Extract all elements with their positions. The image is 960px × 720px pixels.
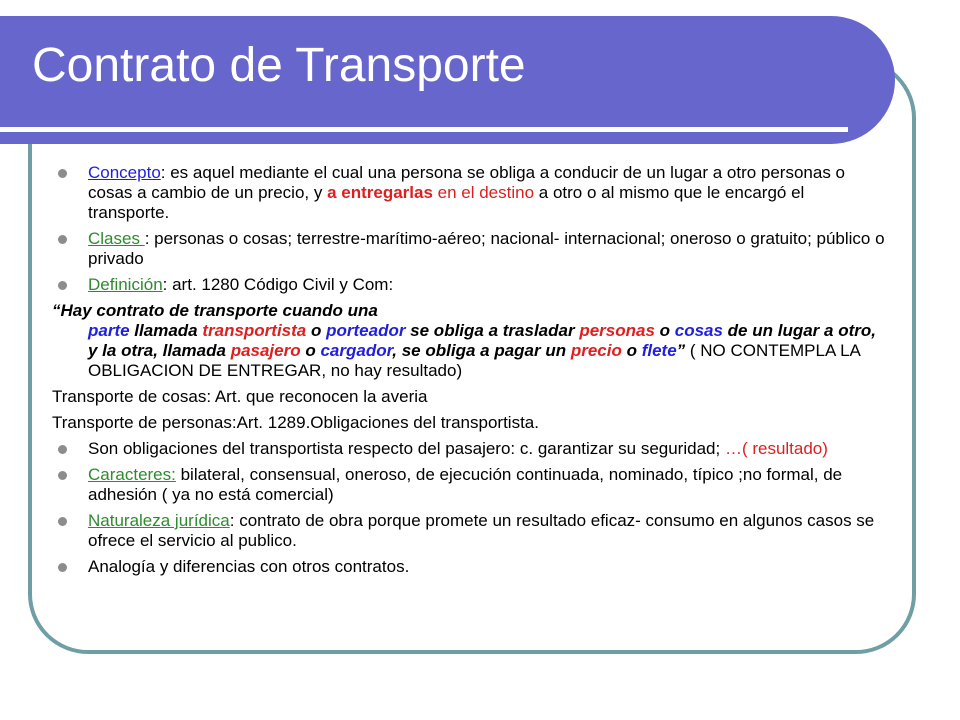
bullet-dot-icon xyxy=(58,517,67,526)
bullet-obligaciones xyxy=(52,439,888,459)
quote-porteador: porteador xyxy=(326,321,406,340)
bullet-dot-icon xyxy=(58,563,67,572)
term-clases: Clases xyxy=(88,229,145,248)
bullet-naturaleza xyxy=(52,511,888,551)
quote-text: , se obliga a pagar un xyxy=(392,341,571,360)
text: : personas o cosas; terrestre-marítimo-aéreo; nacional- internacional; oneroso o gratuito; público o privado xyxy=(88,229,885,268)
text: a otro o al mismo que le encargó el transporte. xyxy=(88,183,805,222)
quote-text: llamada xyxy=(129,321,203,340)
bullet-dot-icon xyxy=(58,235,67,244)
bullet-caracteres xyxy=(52,465,888,505)
term-definicion: Definición xyxy=(88,275,163,294)
text: Analogía y diferencias con otros contratos. xyxy=(88,557,410,576)
line-transporte-personas: Transporte de personas:Art. 1289.Obligaciones del transportista. xyxy=(52,413,539,432)
term-concepto: Concepto xyxy=(88,163,161,182)
quote-personas: personas xyxy=(579,321,655,340)
quote-continuation xyxy=(52,321,888,381)
text: Son obligaciones del transportista respecto del pasajero: c. garantizar su seguridad; xyxy=(88,439,725,458)
highlight-entregarlas: a entregarlas xyxy=(327,183,433,202)
quote-cosas: cosas xyxy=(674,321,723,340)
quote-text: ” xyxy=(676,341,686,360)
quote-note: ( NO CONTEMPLA LA OBLIGACION DE ENTREGAR, no hay resultado) xyxy=(88,341,860,380)
text: bilateral, consensual, oneroso, de ejecución continuada, nominado, típico ;no formal, de adhesión ( ya no está comercial) xyxy=(88,465,843,504)
quote-text: o xyxy=(654,321,675,340)
slide-content xyxy=(52,163,888,583)
title-divider xyxy=(0,127,848,132)
quote-text: “Hay contrato de transporte cuando una xyxy=(52,301,378,320)
text: : art. 1280 Código Civil y Com: xyxy=(162,275,394,294)
quote-text: se obliga a trasladar xyxy=(405,321,580,340)
line-transporte-cosas: Transporte de cosas: Art. que reconocen la averia xyxy=(52,387,428,406)
bullet-dot-icon xyxy=(58,281,67,290)
bullet-definicion xyxy=(52,275,888,295)
bullet-dot-icon xyxy=(58,445,67,454)
quote-text: de un lugar a otro, y la otra, llamada xyxy=(88,321,876,360)
quote-cargador: cargador xyxy=(320,341,393,360)
quote-text: o xyxy=(306,321,327,340)
text: : contrato de obra porque promete un resultado eficaz- consumo en algunos casos se ofrece el servicio al publico. xyxy=(88,511,875,550)
bullet-clases xyxy=(52,229,888,269)
highlight-resultado: …( resultado) xyxy=(724,439,828,458)
definition-quote xyxy=(52,301,888,381)
quote-pasajero: pasajero xyxy=(230,341,301,360)
highlight-destino: en el destino xyxy=(432,183,535,202)
quote-text: o xyxy=(300,341,321,360)
term-naturaleza-juridica: Naturaleza jurídica xyxy=(88,511,230,530)
quote-transportista: transportista xyxy=(202,321,307,340)
quote-text: o xyxy=(621,341,642,360)
quote-precio: precio xyxy=(570,341,622,360)
bullet-concepto xyxy=(52,163,888,223)
text: : es aquel mediante el cual una persona se obliga a conducir de un lugar a otro personas o cosas a cambio de un precio, y xyxy=(88,163,846,202)
quote-flete: flete xyxy=(641,341,677,360)
slide-title: Contrato de Transporte xyxy=(32,39,526,92)
bullet-dot-icon xyxy=(58,471,67,480)
quote-parte: parte xyxy=(88,321,130,340)
bullet-analogia xyxy=(52,557,888,577)
bullet-dot-icon xyxy=(58,169,67,178)
term-caracteres: Caracteres: xyxy=(88,465,176,484)
